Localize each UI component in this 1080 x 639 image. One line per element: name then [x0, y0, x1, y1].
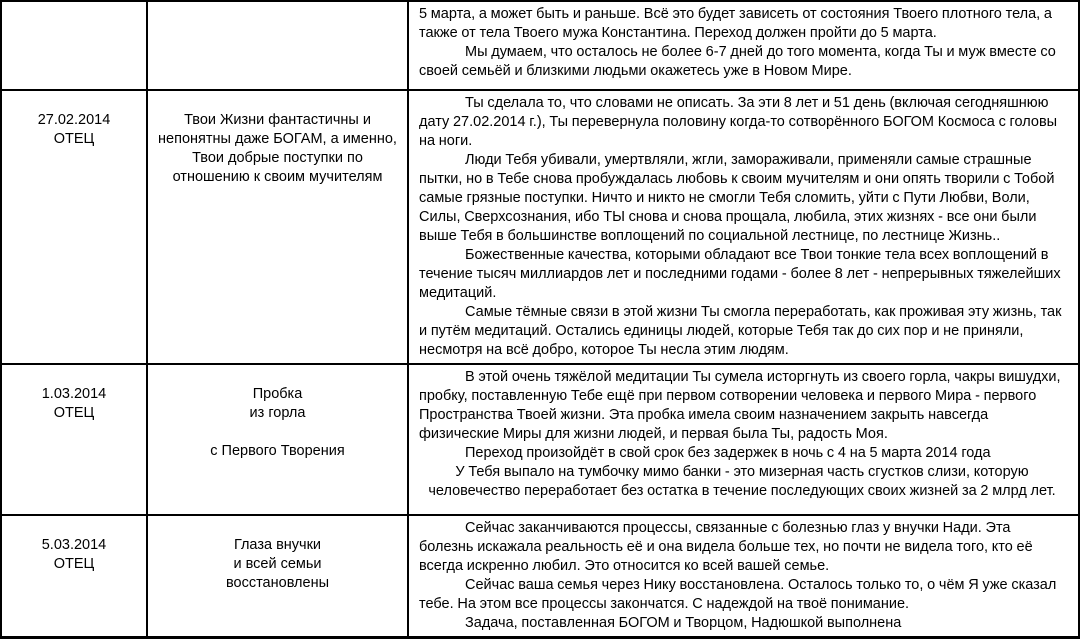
message-paragraph: 5 марта, а может быть и раньше. Всё это будет зависеть от состояния Твоего плотного тела, а также от тела Твоего мужа Константина. Переход должен пройти до 5 марта. [419, 6, 1052, 41]
author-text: ОТЕЦ [53, 556, 95, 572]
title-line [158, 423, 397, 442]
message-paragraph: Задача, поставленная БОГОМ и Творцом, Надюшкой выполнена [465, 615, 902, 631]
table-row [1, 90, 1079, 364]
date-cell [1, 1, 147, 90]
message-paragraph: Переход произойдёт в свой срок без задержек в ночь с 4 на 5 марта 2014 года [465, 445, 991, 461]
message-cell [408, 364, 1079, 515]
title-line: и всей семьи [233, 556, 322, 572]
message-paragraph: Люди Тебя убивали, умертвляли, жгли, замораживали, применяли самые страшные пытки, но в Тебе снова пробуждалась любовь к своим мучителям и они опять творили с Тобой самые грязные поступки. Ничто и никто не смогли Тебя сломить, уйти с Пути Любви, Воли, Силы, Сверхсознания, ибо ТЫ снова и снова прощала, любила, этих жизнях - все они были выше Тебя в большинстве воплощений по социальной лестнице, по лестнице Жизнь.. [419, 152, 1055, 244]
title-cell [147, 1, 408, 90]
message-paragraph: Ты сделала то, что словами не описать. За эти 8 лет и 51 день (включая сегодняшнюю дату 27.02.2014 г.), Ты перевернула половину когда-то сотворённого БОГОМ Космоса с головы на ноги. [419, 95, 1058, 149]
title-line: непонятны даже БОГАМ, а именно, [158, 131, 397, 147]
message-cell [408, 90, 1079, 364]
author-text: ОТЕЦ [53, 405, 95, 421]
author-text: ОТЕЦ [53, 131, 95, 147]
title-cell [147, 90, 408, 364]
date-cell [1, 515, 147, 638]
date-cell [1, 364, 147, 515]
title-line: из горла [249, 405, 306, 421]
title-line: Пробка [252, 386, 303, 402]
table-row [1, 364, 1079, 515]
message-paragraph: Божественные качества, которыми обладают все Твои тонкие тела всех воплощений в течение тысяч миллиардов лет и последними годами - более 8 лет - непрерывных тяжелейших медитаций. [419, 247, 1061, 301]
table-row [1, 515, 1079, 638]
message-paragraph: Сейчас ваша семья через Нику восстановлена. Осталось только то, о чём Я уже сказал тебе. На этом все процессы закончатся. С надеждой на твоё понимание. [419, 577, 1057, 612]
date-text: 1.03.2014 [41, 386, 107, 402]
date-text: 27.02.2014 [37, 112, 111, 128]
title-cell [147, 515, 408, 638]
title-line: Твои Жизни фантастичны и [184, 112, 371, 128]
message-cell [408, 1, 1079, 90]
title-line: отношению к своим мучителям [172, 169, 383, 185]
date-text: 5.03.2014 [41, 537, 107, 553]
message-paragraph: Мы думаем, что осталось не более 6-7 дней до того момента, когда Ты и муж вместе со своей семьёй и близкими людьми окажетесь уже в Новом Мире. [419, 44, 1056, 79]
message-paragraph: У Тебя выпало на тумбочку мимо банки - это мизерная часть сгустков слизи, которую человечество переработает без остатка в течение последующих своих жизней за 2 млрд лет. [428, 464, 1056, 499]
title-line: Глаза внучки [233, 537, 322, 553]
message-paragraph: Сейчас заканчиваются процессы, связанные с болезнью глаз у внучки Нади. Эта болезнь искажала реальность её и она видела больше тех, но почти не видела того, кто её всегда искренно любил. Это относится ко всей вашей семье. [419, 520, 1033, 574]
title-line: с Первого Творения [210, 443, 345, 459]
title-line: восстановлены [225, 575, 330, 591]
message-cell [408, 515, 1079, 638]
message-paragraph: В этой очень тяжёлой медитации Ты сумела исторгнуть из своего горла, чакры вишудхи, пробку, поставленную Тебе ещё при первом сотворении человека и первого Мира - первого Пространства Твоей жизни. Эта пробка имела своим назначением закрыть навсегда физические Миры для жизни людей, и первая была Ты, радость Моя. [419, 369, 1061, 442]
date-cell [1, 90, 147, 364]
title-line: Твои добрые поступки по [192, 150, 363, 166]
title-cell [147, 364, 408, 515]
table-body [1, 1, 1079, 638]
message-paragraph: Самые тёмные связи в этой жизни Ты смогла переработать, как проживая эту жизнь, так и путём медитаций. Остались единицы людей, которые Тебя так до сих пор и не приняли, несмотря на всё добро, которое Ты несла этим людям. [419, 304, 1062, 358]
table-row [1, 1, 1079, 90]
